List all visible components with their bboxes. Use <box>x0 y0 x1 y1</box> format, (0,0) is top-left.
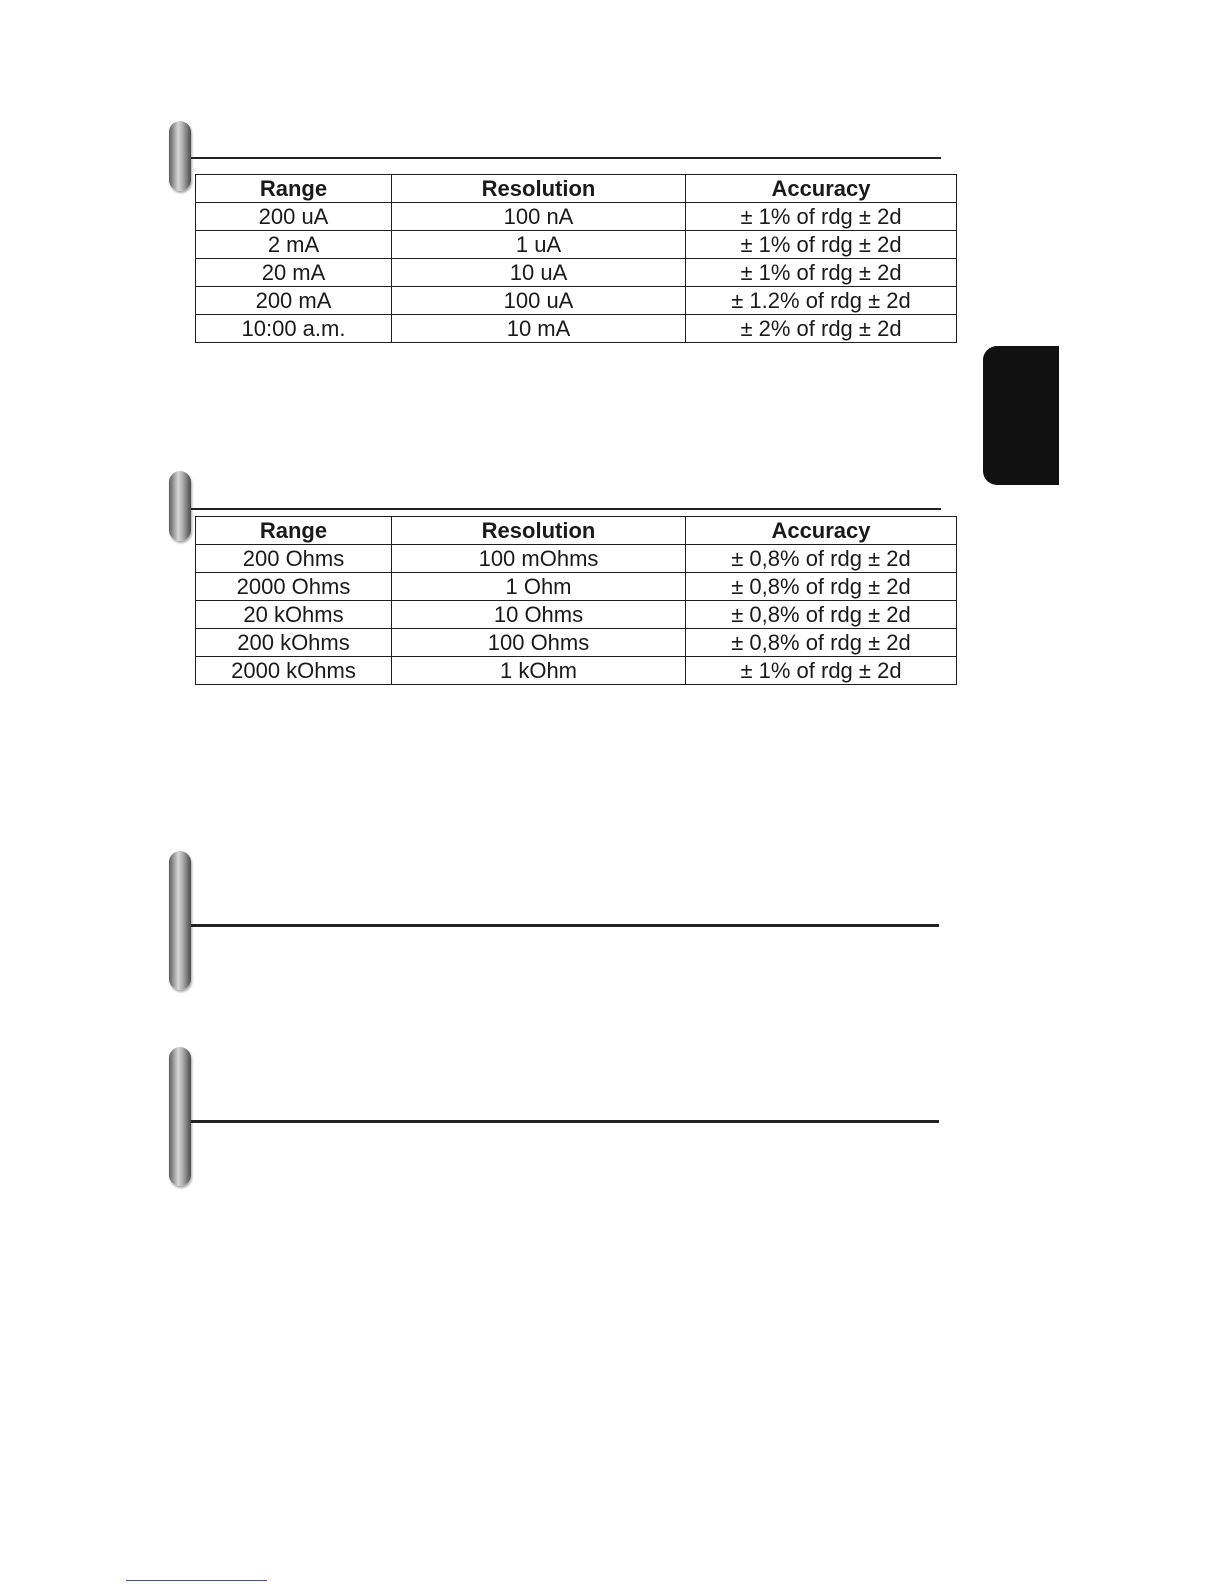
table-row <box>196 231 957 259</box>
table-row <box>196 601 957 629</box>
cell-accuracy: ± 0,8% of rdg ± 2d <box>686 601 957 629</box>
section-heading-rule <box>191 508 941 510</box>
section-heading-rule <box>191 157 941 159</box>
cell-resolution: 100 Ohms <box>392 629 686 657</box>
table-row <box>196 657 957 685</box>
cell-range: 20 kOhms <box>196 601 392 629</box>
cell-range: 10:00 a.m. <box>196 315 392 343</box>
cell-accuracy: ± 0,8% of rdg ± 2d <box>686 573 957 601</box>
header-accuracy: Accuracy <box>686 175 957 203</box>
header-range: Range <box>196 517 392 545</box>
cell-accuracy: ± 1.2% of rdg ± 2d <box>686 287 957 315</box>
cell-range: 20 mA <box>196 259 392 287</box>
cell-resolution: 100 nA <box>392 203 686 231</box>
table-row <box>196 545 957 573</box>
cell-resolution: 100 uA <box>392 287 686 315</box>
table-row <box>196 315 957 343</box>
header-range: Range <box>196 175 392 203</box>
cell-range: 2 mA <box>196 231 392 259</box>
cell-range: 2000 Ohms <box>196 573 392 601</box>
cell-range: 2000 kOhms <box>196 657 392 685</box>
cell-accuracy: ± 1% of rdg ± 2d <box>686 657 957 685</box>
cell-accuracy: ± 0,8% of rdg ± 2d <box>686 545 957 573</box>
footer-hairline <box>126 1580 267 1581</box>
section-marker-pill-icon <box>169 851 191 990</box>
cell-range: 200 Ohms <box>196 545 392 573</box>
section-heading-rule <box>191 1120 939 1123</box>
header-resolution: Resolution <box>392 517 686 545</box>
table-row <box>196 629 957 657</box>
cell-accuracy: ± 2% of rdg ± 2d <box>686 315 957 343</box>
current-spec-table <box>195 174 957 343</box>
cell-accuracy: ± 0,8% of rdg ± 2d <box>686 629 957 657</box>
table-row <box>196 287 957 315</box>
table-row <box>196 259 957 287</box>
cell-accuracy: ± 1% of rdg ± 2d <box>686 259 957 287</box>
table-header-row <box>196 175 957 203</box>
cell-accuracy: ± 1% of rdg ± 2d <box>686 203 957 231</box>
cell-resolution: 1 uA <box>392 231 686 259</box>
header-accuracy: Accuracy <box>686 517 957 545</box>
cell-resolution: 10 Ohms <box>392 601 686 629</box>
section-marker-pill-icon <box>169 471 191 541</box>
cell-range: 200 mA <box>196 287 392 315</box>
cell-resolution: 100 mOhms <box>392 545 686 573</box>
cell-resolution: 1 Ohm <box>392 573 686 601</box>
table-row <box>196 573 957 601</box>
cell-resolution: 10 mA <box>392 315 686 343</box>
cell-accuracy: ± 1% of rdg ± 2d <box>686 231 957 259</box>
cell-resolution: 10 uA <box>392 259 686 287</box>
cell-range: 200 uA <box>196 203 392 231</box>
cell-range: 200 kOhms <box>196 629 392 657</box>
side-thumb-tab <box>983 346 1059 485</box>
section-marker-pill-icon <box>169 1047 191 1186</box>
header-resolution: Resolution <box>392 175 686 203</box>
resistance-spec-table <box>195 516 957 685</box>
section-heading-rule <box>191 924 939 927</box>
cell-resolution: 1 kOhm <box>392 657 686 685</box>
section-marker-pill-icon <box>169 121 191 191</box>
table-row <box>196 203 957 231</box>
table-header-row <box>196 517 957 545</box>
